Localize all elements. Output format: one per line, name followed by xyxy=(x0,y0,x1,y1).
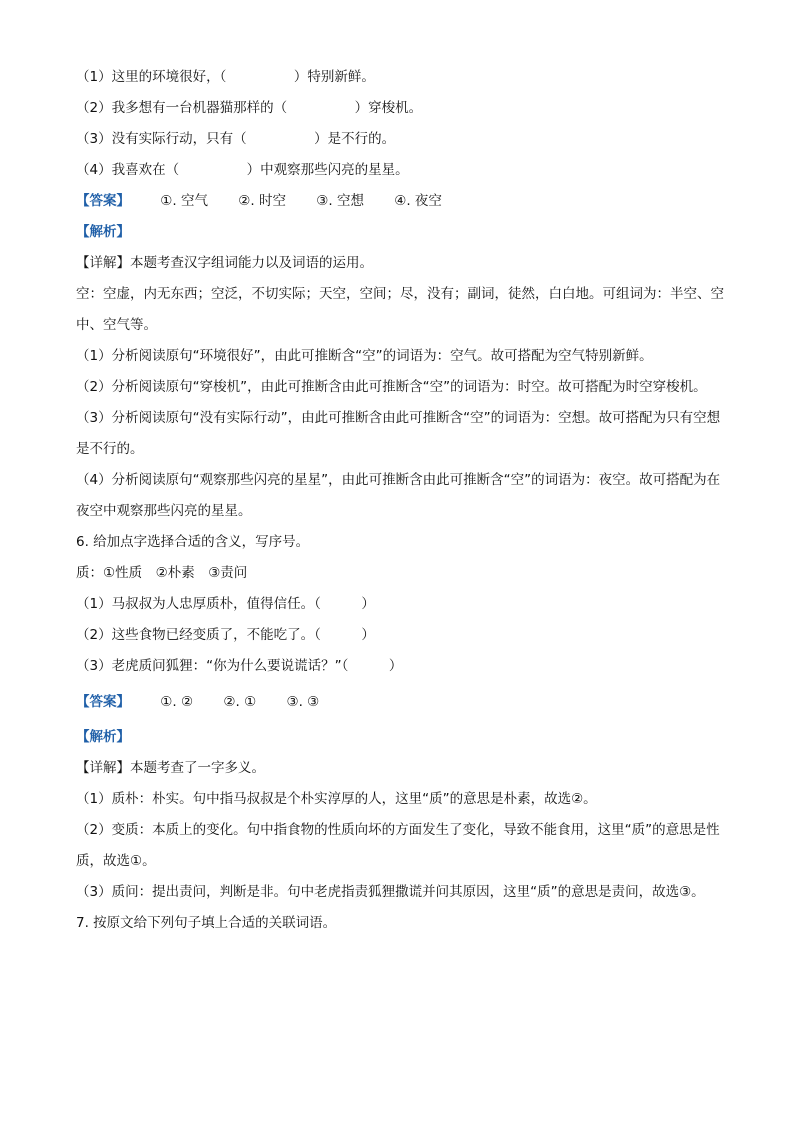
analysis-detail: 【详解】本题考查了一字多义。 xyxy=(76,760,265,776)
analysis-paragraph: （1）分析阅读原句“环境很好”，由此可推断含“空”的词语为：空气。故可搭配为空气特别新鲜。 xyxy=(76,348,653,364)
analysis-tag: 【解析】 xyxy=(76,729,130,745)
analysis-detail: 【详解】本题考查汉字组词能力以及词语的运用。 xyxy=(76,255,373,271)
question-6-item-2: （2）这些食物已经变质了，不能吃了。（ ） xyxy=(76,627,375,643)
answer-item: ④. 夜空 xyxy=(394,193,442,209)
question-line-1: （1）这里的环境很好，（ ）特别新鲜。 xyxy=(76,69,375,85)
answer-item: ①. 空气 xyxy=(160,193,208,209)
answer-tag: 【答案】 xyxy=(76,694,130,710)
question-6-item-3: （3）老虎质问狐狸：“你为什么要说谎话？”（ ） xyxy=(76,658,403,674)
answer-tag: 【答案】 xyxy=(76,193,130,209)
analysis-paragraph: （3）分析阅读原句“没有实际行动”，由此可推断含由此可推断含“空”的词语为：空想。故可搭配为只有空想是不行的。 xyxy=(76,410,721,457)
analysis-paragraph: （1）质朴：朴实。句中指马叔叔是个朴实淳厚的人，这里“质”的意思是朴素，故选②。 xyxy=(76,791,597,807)
answer-items xyxy=(160,682,345,722)
answer-items xyxy=(160,186,468,217)
analysis-paragraph: （2）变质：本质上的变化。句中指食物的性质向坏的方面发生了变化，导致不能食用，这里“质”的意思是性质，故选①。 xyxy=(76,822,720,869)
answer-row-1 xyxy=(76,186,726,217)
analysis-paragraph: （2）分析阅读原句“穿梭机”，由此可推断含由此可推断含“空”的词语为：时空。故可搭配为时空穿梭机。 xyxy=(76,379,707,395)
question-7-title: 7. 按原文给下列句子填上合适的关联词语。 xyxy=(76,915,337,931)
question-line-3: （3）没有实际行动，只有（ ）是不行的。 xyxy=(76,131,396,147)
question-6-item-1: （1）马叔叔为人忠厚质朴，值得信任。（ ） xyxy=(76,596,375,612)
answer-item: ②. ① xyxy=(223,694,257,710)
answer-row-2 xyxy=(76,682,726,722)
answer-item: ①. ② xyxy=(160,694,194,710)
analysis-paragraph: 空：空虚，内无东西；空泛，不切实际；天空，空间；尽，没有；副词，徒然，白白地。可组词为：半空、空中、空气等。 xyxy=(76,286,724,333)
analysis-paragraph: （3）质问：提出责问，判断是非。句中老虎指责狐狸撒谎并问其原因，这里“质”的意思是责问，故选③。 xyxy=(76,884,705,900)
analysis-tag: 【解析】 xyxy=(76,224,130,240)
answer-item: ②. 时空 xyxy=(238,193,286,209)
question-6-options: 质：①性质 ②朴素 ③责问 xyxy=(76,565,248,581)
question-6-title: 6. 给加点字选择合适的含义，写序号。 xyxy=(76,534,310,550)
answer-item: ③. ③ xyxy=(286,694,320,710)
document-page xyxy=(76,62,726,939)
answer-item: ③. 空想 xyxy=(316,193,364,209)
analysis-paragraph: （4）分析阅读原句“观察那些闪亮的星星”，由此可推断含由此可推断含“空”的词语为：夜空。故可搭配为在夜空中观察那些闪亮的星星。 xyxy=(76,472,721,519)
question-line-2: （2）我多想有一台机器猫那样的（ ）穿梭机。 xyxy=(76,100,423,116)
question-line-4: （4）我喜欢在（ ）中观察那些闪亮的星星。 xyxy=(76,162,409,178)
